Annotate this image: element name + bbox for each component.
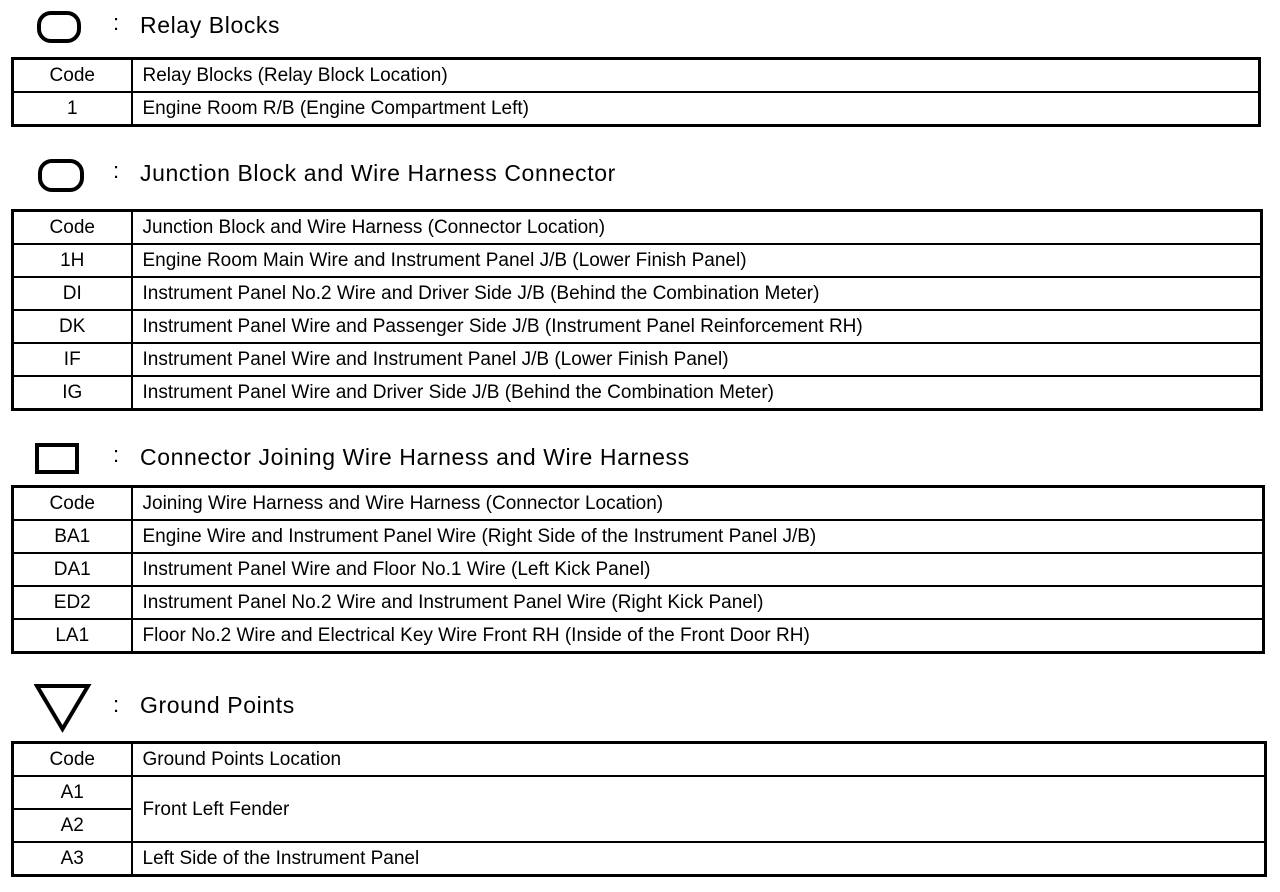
row-description: Front Left Fender [132,776,1266,842]
heading-colon: : [113,10,120,35]
row-description: Instrument Panel Wire and Passenger Side J/B (Instrument Panel Reinforcement RH) [132,310,1262,343]
row-code: IF [13,343,132,376]
row-code: A2 [13,809,132,842]
ground-points-table [11,741,1267,877]
table-row [13,343,1262,376]
rectangle-icon [34,442,82,478]
section-heading-relay-blocks [0,4,1280,44]
table-row [13,310,1262,343]
table-row [13,553,1264,586]
rounded-rect-icon [36,10,84,46]
junction-block-table [11,209,1263,411]
row-description: Engine Room R/B (Engine Compartment Left) [132,92,1260,126]
triangle-down-icon [34,683,92,733]
section-heading-junction-block [0,152,1280,192]
heading-colon: : [113,442,120,467]
row-code: 1H [13,244,132,277]
table-row [13,277,1262,310]
row-code: ED2 [13,586,132,619]
table-row [13,92,1260,126]
section-title: Ground Points [140,692,295,718]
row-code: LA1 [13,619,132,653]
row-code: A3 [13,842,132,876]
section-heading-ground-points [0,680,1280,720]
row-code: IG [13,376,132,410]
table-row [13,244,1262,277]
section-title: Relay Blocks [140,12,281,38]
heading-colon: : [113,158,120,183]
header-code: Code [13,211,132,245]
header-description: Junction Block and Wire Harness (Connector Location) [132,211,1262,245]
table-header-row [13,59,1260,93]
row-description: Floor No.2 Wire and Electrical Key Wire Front RH (Inside of the Front Door RH) [132,619,1264,653]
row-description: Left Side of the Instrument Panel [132,842,1266,876]
relay-blocks-table [11,57,1261,127]
table-row [13,619,1264,653]
table-header-row [13,211,1262,245]
row-description: Instrument Panel No.2 Wire and Driver Side J/B (Behind the Combination Meter) [132,277,1262,310]
section-title: Junction Block and Wire Harness Connector [140,160,616,186]
table-row [13,842,1266,876]
table-row [13,586,1264,619]
row-code: 1 [13,92,132,126]
header-code: Code [13,743,132,777]
header-description: Joining Wire Harness and Wire Harness (Connector Location) [132,487,1264,521]
rounded-rect-icon [36,158,88,194]
table-header-row [13,487,1264,521]
row-description: Instrument Panel Wire and Driver Side J/B (Behind the Combination Meter) [132,376,1262,410]
row-code: BA1 [13,520,132,553]
section-title: Connector Joining Wire Harness and Wire Harness [140,444,690,470]
row-description: Instrument Panel Wire and Instrument Panel J/B (Lower Finish Panel) [132,343,1262,376]
row-code: A1 [13,776,132,809]
section-heading-connector-joining [0,436,1280,476]
table-row [13,520,1264,553]
header-description: Relay Blocks (Relay Block Location) [132,59,1260,93]
row-description: Engine Wire and Instrument Panel Wire (Right Side of the Instrument Panel J/B) [132,520,1264,553]
header-code: Code [13,59,132,93]
header-code: Code [13,487,132,521]
row-description: Engine Room Main Wire and Instrument Panel J/B (Lower Finish Panel) [132,244,1262,277]
table-row [13,776,1266,809]
heading-colon: : [113,692,120,717]
row-code: DK [13,310,132,343]
table-row [13,376,1262,410]
table-header-row [13,743,1266,777]
row-code: DA1 [13,553,132,586]
row-code: DI [13,277,132,310]
row-description: Instrument Panel Wire and Floor No.1 Wire (Left Kick Panel) [132,553,1264,586]
connector-joining-table [11,485,1265,654]
row-description: Instrument Panel No.2 Wire and Instrument Panel Wire (Right Kick Panel) [132,586,1264,619]
header-description: Ground Points Location [132,743,1266,777]
